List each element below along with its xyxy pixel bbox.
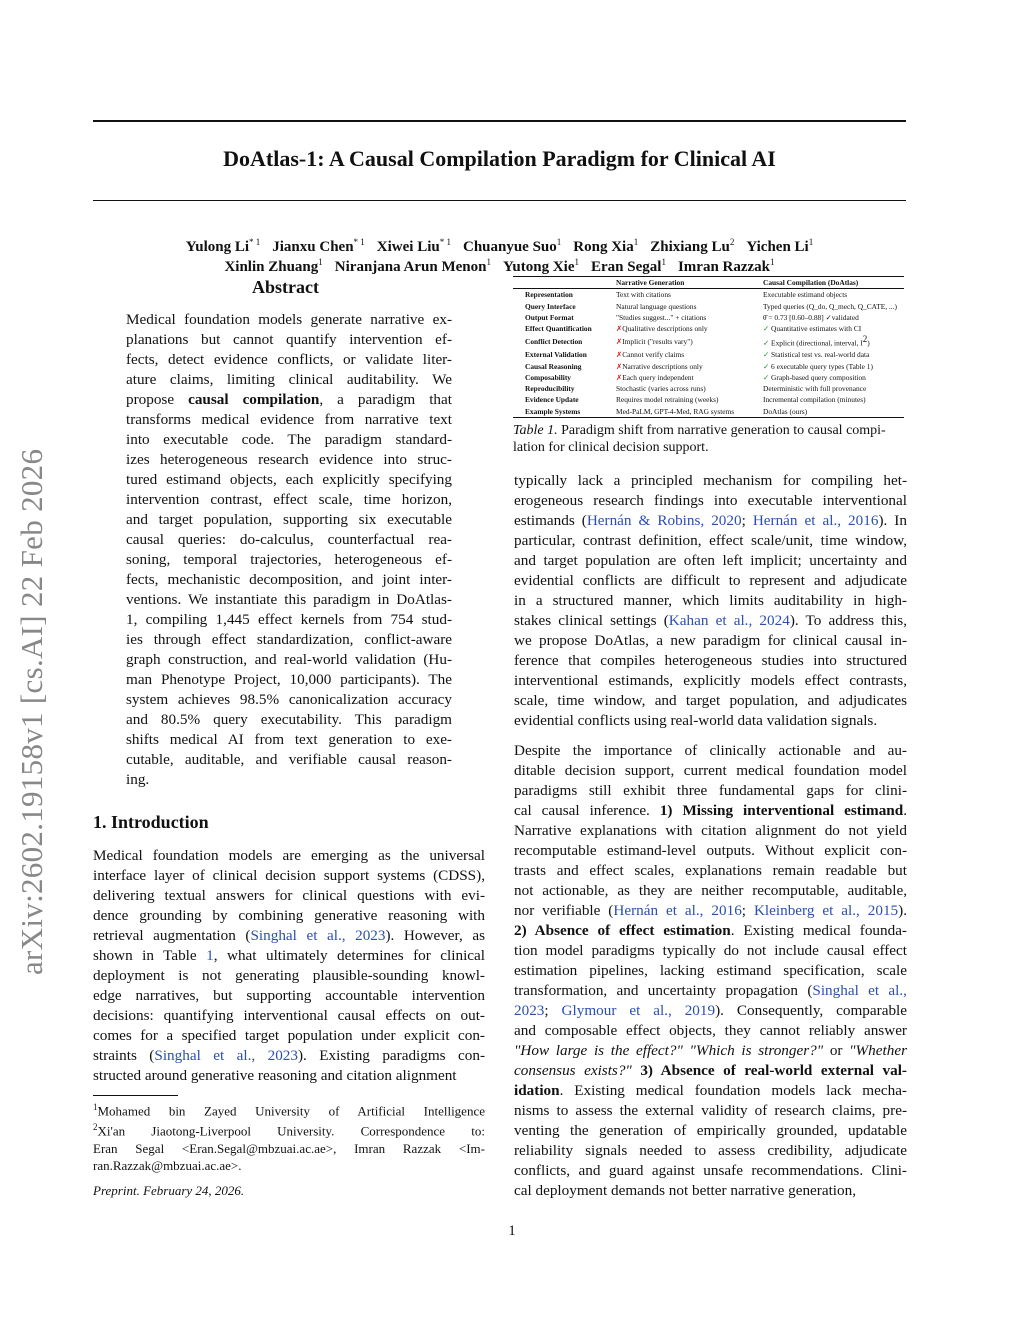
causal-cell: Deterministic with full provenance [763, 384, 867, 394]
footnote-line: $^1$Mohamed bin Zayed University of Artificial Intelligence [93, 1102, 485, 1119]
comparison-table [513, 276, 904, 418]
right-para2-line: 2) Absence of effect estimation. Existing medical founda- [514, 922, 907, 939]
intro-body [93, 846, 485, 1086]
abstract-line: 1, compiling 1,445 effect kernels from 754 stud- [126, 611, 452, 628]
narrative-cell: "Studies suggest..." + citations [616, 312, 707, 322]
abstract-line: Medical foundation models generate narrative ex- [126, 311, 452, 328]
row-label: Effect Quantification [525, 324, 592, 334]
right-para2-line: 2023; Glymour et al., 2019). Consequently, comparable [514, 1002, 907, 1019]
row-label: Composability [525, 372, 571, 382]
table-row [513, 394, 904, 405]
author-name: Yulong Li$^{* 1}$ [185, 237, 261, 255]
abstract-line: planations but cannot quantify intervention ef- [126, 331, 452, 348]
intro-line: deployment is not generating plausible-sounding knowl- [93, 967, 485, 984]
row-label: Example Systems [513, 406, 616, 418]
right-para2-line: cal causal inference. 1) Missing interventional estimand. [514, 802, 907, 819]
right-para2-line: Despite the importance of clinically actionable and au- [514, 742, 907, 759]
narrative-cell: Requires model retraining (weeks) [616, 395, 719, 405]
authors-line-2 [93, 257, 906, 276]
abstract-line: izes heterogeneous research evidence into struc- [126, 451, 452, 468]
row-label: Query Interface [525, 301, 576, 311]
causal-cell: Typed queries (Q_do, Q_mech, Q_CATE, ...) [763, 301, 897, 311]
abstract-line: ies through effect standardization, conflict-aware [126, 631, 452, 648]
table-row [513, 323, 904, 334]
table-row [513, 372, 904, 383]
right-para1-line: evidential conflicts are difficult to represent and adjudicate [514, 572, 907, 589]
narrative-cell: ✗Implicit ("results vary") [616, 337, 693, 347]
intro-line: comes for a specified target population under explicit con- [93, 1027, 485, 1044]
intro-heading: 1. Introduction [93, 812, 209, 832]
table-header-cell: Narrative Generation [616, 277, 763, 289]
arxiv-side-label: arXiv:2602.19158v1 [cs.AI] 22 Feb 2026 [14, 448, 49, 975]
preprint-note: Preprint. February 24, 2026. [93, 1183, 245, 1198]
right-para2-line: nisms to assess the external validity of research claims, pre- [514, 1102, 907, 1119]
row-label: Output Format [525, 312, 574, 322]
abstract-line: shifts medical AI from text generation to exe- [126, 731, 452, 748]
footnote-rule [93, 1095, 178, 1096]
table-header-cell: Causal Compilation (DoAtlas) [763, 277, 904, 289]
causal-cell: ✓ Explicit (directional, interval, $I^2$) [763, 334, 870, 348]
right-para2-line: cal deployment demands not better narrative generation, [514, 1182, 857, 1199]
right-para2-line: nor verifiable (Hernán et al., 2016; Kleinberg et al., 2015). [514, 902, 907, 919]
intro-line: delivering textual answers for clinical questions with evi- [93, 887, 485, 904]
abstract-line: soning, temporal trajectories, heterogeneous ef- [126, 551, 452, 568]
table-row [513, 301, 904, 312]
row-label: Reproducibility [525, 384, 575, 394]
right-para1-line: estimands (Hernán & Robins, 2020; Hernán et al., 2016). In [514, 512, 907, 529]
right-para2-line: venting the generation of empirically grounded, updatable [514, 1122, 907, 1139]
intro-line: interface layer of clinical decision support systems (CDSS), [93, 867, 485, 884]
abstract-line: ature claims, limiting clinical auditability. We [126, 371, 452, 388]
table-header-cell [513, 277, 616, 289]
row-label: Evidence Update [525, 395, 579, 405]
footnote-line: $^2$Xi'an Jiaotong-Liverpool University. Correspondence to: [93, 1122, 485, 1139]
row-label: External Validation [525, 350, 587, 360]
intro-line: edge narratives, but supporting accountable intervention [93, 987, 485, 1004]
row-label: Causal Reasoning [525, 361, 582, 371]
abstract-line: cutable, auditable, and verifiable causal reason- [126, 751, 452, 768]
abstract-line: tured estimand objects, each explicitly specifying [126, 471, 452, 488]
author-name: Imran Razzak$^1$ [677, 257, 775, 275]
causal-cell: ✓ 6 executable query types (Table 1) [763, 361, 873, 371]
abstract-line: intervention contrast, effect scale, time horizon, [126, 491, 452, 508]
narrative-cell: ✗Qualitative descriptions only [616, 324, 708, 334]
right-para1-line: scale, time window, and target population, and adjudicates [514, 692, 907, 709]
abstract-line: and target population, supporting six executable [126, 511, 452, 528]
intro-line: decisions: quantifying interventional causal effects on out- [93, 1007, 485, 1024]
right-para2-line: ditable decision support, current medical foundation model [514, 762, 907, 779]
right-para1-line: we propose DoAtlas, a new paradigm for clinical causal in- [514, 632, 907, 649]
narrative-cell: Text with citations [616, 290, 671, 300]
right-para2-line: idation. Existing medical foundation models lack mecha- [514, 1082, 907, 1099]
page-number: 1 [508, 1223, 516, 1239]
right-para1-line: stakes clinical settings (Kahan et al., 2024). To address this, [514, 612, 907, 629]
row-label: Representation [525, 290, 573, 300]
author-name: Niranjana Arun Menon$^1$ [334, 257, 491, 275]
right-para2-line: Narrative explanations with citation alignment do not yield [514, 822, 907, 839]
right-para2-line: reliability signals needed to assess credibility, adjudicate [514, 1142, 907, 1159]
narrative-cell: ✗Cannot verify claims [616, 350, 685, 360]
authors-line-1 [93, 237, 906, 256]
abstract-line: causal queries: do-calculus, counterfactual rea- [126, 531, 452, 548]
narrative-cell: ✗Narrative descriptions only [616, 361, 703, 371]
intro-line: structed around generative reasoning and citation alignment [93, 1067, 457, 1084]
title-top-rule [93, 120, 906, 122]
abstract-line: graph construction, and real-world validation (Hu- [126, 651, 452, 668]
right-para1-line: ference that compiles heterogeneous studies into structured [514, 652, 907, 669]
author-name: Yutong Xie$^1$ [502, 257, 580, 275]
author-name: Eran Segal$^1$ [591, 257, 666, 275]
author-name: Zhixiang Lu$^2$ [650, 237, 735, 255]
abstract-line: fects, detect evidence conflicts, or validate liter- [126, 351, 452, 368]
narrative-cell: Stochastic (varies across runs) [616, 384, 706, 394]
right-para2-line: not actionable, as they are neither recomputable, auditable, [514, 882, 907, 899]
abstract-line: ventions. We instantiate this paradigm in DoAtlas- [126, 591, 452, 608]
author-name: Jianxu Chen$^{* 1}$ [272, 237, 365, 255]
table-row [513, 334, 904, 349]
title-bottom-rule [93, 200, 906, 201]
intro-line: retrieval augmentation (Singhal et al., 2023). However, as [93, 927, 486, 944]
right-para2-line: transformation, and uncertainty propagation (Singhal et al., [514, 982, 907, 999]
causal-cell: DoAtlas (ours) [763, 406, 904, 418]
narrative-cell: Natural language questions [616, 301, 697, 311]
narrative-cell: Med-PaLM, GPT-4-Med, RAG systems [616, 406, 763, 418]
right-paragraph-2 [514, 741, 907, 1201]
right-para1-line: particular, contrast definition, effect scale/unit, time window, [514, 532, 907, 549]
table-row [513, 406, 904, 418]
author-name: Xiwei Liu$^{* 1}$ [376, 237, 451, 255]
right-para1-line: typically lack a principled mechanism for compiling het- [514, 472, 907, 489]
author-name: Yichen Li$^1$ [746, 237, 814, 255]
causal-cell: ✓ Quantitative estimates with CI [763, 324, 862, 334]
intro-line: shown in Table 1, what ultimately determines for clinical [93, 947, 485, 964]
right-para2-line: consensus exists?" 3) Absence of real-world external val- [514, 1062, 907, 1079]
right-paragraph-1 [514, 471, 907, 731]
intro-line: Medical foundation models are emerging as the universal [93, 847, 485, 864]
affiliation-footnote [93, 1099, 485, 1174]
causal-cell: ✓ Graph-based query composition [763, 372, 866, 382]
narrative-cell: ✗Each query independent [616, 372, 694, 382]
footnote-line: Eran Segal <Eran.Segal@mbzuai.ac.ae>, Imran Razzak <Im- [93, 1140, 485, 1156]
right-para2-line: trasts and effect scales, explanations remain readable but [514, 862, 907, 879]
row-label: Conflict Detection [525, 337, 583, 347]
paper-title: DoAtlas-1: A Causal Compilation Paradigm for Clinical AI [223, 146, 776, 171]
footnote-line: ran.Razzak@mbzuai.ac.ae>. [93, 1157, 242, 1173]
abstract-line: propose causal compilation, a paradigm that [126, 391, 452, 408]
right-para2-line: paradigms still exhibit three fundamental gaps for clini- [514, 782, 907, 799]
right-para2-line: conflicts, and guard against unsafe recommendations. Clini- [514, 1162, 907, 1179]
right-para2-line: "How large is the effect?" "Which is stronger?" or "Whether [514, 1042, 907, 1059]
right-para1-line: erogeneous research findings into executable interventional [514, 492, 907, 509]
causal-cell: Executable estimand objects [763, 290, 848, 300]
abstract-line: system achieves 98.5% canonicalization accuracy [126, 691, 452, 708]
author-name: Rong Xia$^1$ [573, 237, 639, 255]
abstract-heading: Abstract [252, 277, 319, 297]
abstract-line: fects, mechanistic decomposition, and joint inter- [126, 571, 452, 588]
author-name: Chuanyue Suo$^1$ [462, 237, 562, 255]
right-para2-line: estimation pipelines, lacking estimand specification, scale [514, 962, 907, 979]
right-para1-line: in a structured manner, which limits auditability in high- [514, 592, 907, 609]
abstract-line: transforms medical evidence from narrative text [126, 411, 452, 428]
intro-line: straints (Singhal et al., 2023). Existing paradigms con- [93, 1047, 486, 1064]
abstract-body [126, 310, 452, 790]
causal-cell: θ̂ = 0.73 [0.60–0.88] ✓validated [763, 312, 859, 322]
table-row [513, 361, 904, 372]
author-name: Xinlin Zhuang$^1$ [224, 257, 323, 275]
abstract-line: and 80.5% query executability. This paradigm [126, 711, 452, 728]
table-row [513, 349, 904, 360]
abstract-line: into executable code. The paradigm standard- [126, 431, 452, 448]
right-para2-line: and composable effect objects, they cannot reliably answer [514, 1022, 907, 1039]
intro-line: dence grounding by combining generative reasoning with [93, 907, 485, 924]
causal-cell: ✓ Statistical test vs. real-world data [763, 350, 870, 360]
right-para1-line: evidential conflicts using real-world data validation signals. [514, 712, 878, 729]
abstract-line: man Phenotype Project, 10,000 participants). The [126, 671, 452, 688]
causal-cell: Incremental compilation (minutes) [763, 395, 866, 405]
right-para2-line: recomputable estimand-level outputs. Without explicit con- [514, 842, 907, 859]
right-para1-line: interventional estimands, explicitly models effect contrasts, [514, 672, 907, 689]
right-para1-line: and target population are often left implicit; uncertainty and [514, 552, 907, 569]
table-row [513, 383, 904, 394]
abstract-line: ing. [126, 771, 150, 788]
right-para2-line: tion model paradigms typically do not include causal effect [514, 942, 907, 959]
table-caption: Table 1. Paradigm shift from narrative generation to causal compi- lation for clinical decision support. [513, 423, 886, 455]
table-row [513, 289, 904, 301]
table-row [513, 312, 904, 323]
